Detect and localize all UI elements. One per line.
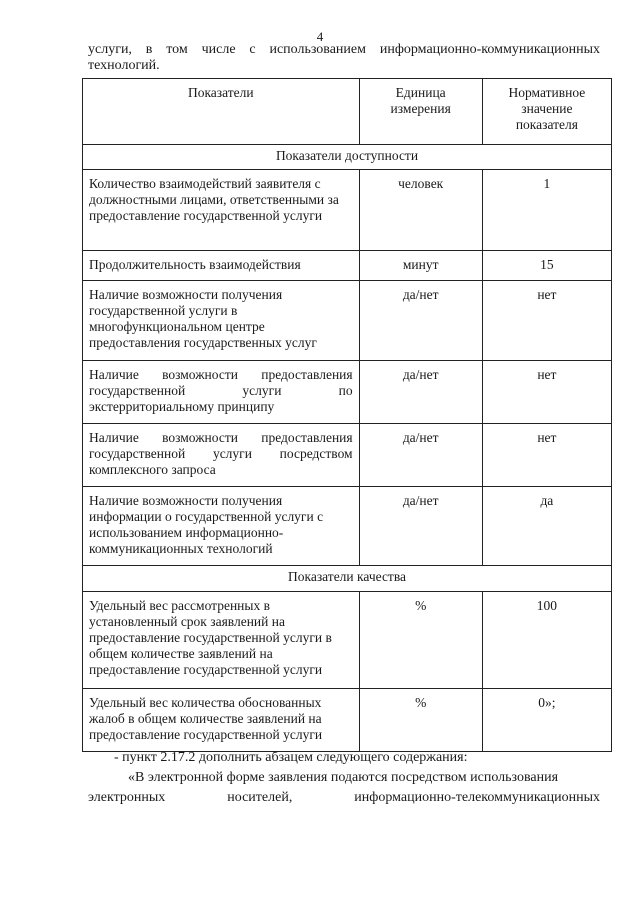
section-title-quality: Показатели качества xyxy=(83,566,612,592)
indicator-name: Наличие возможности предоставления государственной услуги посредством комплексного запроса xyxy=(83,424,360,487)
section-title-availability: Показатели доступности xyxy=(83,145,612,170)
indicator-value: да xyxy=(482,487,611,566)
quote-line: «В электронной форме заявления подаются посредством использования xyxy=(128,770,559,785)
table-row xyxy=(83,170,612,251)
indicator-unit: да/нет xyxy=(359,281,482,361)
table-header-row xyxy=(83,79,612,145)
indicator-unit: да/нет xyxy=(359,361,482,424)
indicator-unit: человек xyxy=(359,170,482,251)
indicator-value: 1 xyxy=(482,170,611,251)
table-row xyxy=(83,689,612,752)
indicator-name: Наличие возможности получения информации о государственной услуги с использованием информационно-коммуникационных технологий xyxy=(83,487,360,566)
table-row xyxy=(83,424,612,487)
indicator-value: нет xyxy=(482,424,611,487)
quote-continuation-line: электронных носителей, информационно-телекоммуникационных xyxy=(88,790,600,805)
amendment-line: - пункт 2.17.2 дополнить абзацем следующего содержания: xyxy=(114,750,468,765)
indicator-name: Наличие возможности предоставления государственной услуги по экстерриториальному принципу xyxy=(83,361,360,424)
table-row xyxy=(83,487,612,566)
header-indicators: Показатели xyxy=(83,79,360,145)
indicator-value: нет xyxy=(482,361,611,424)
indicator-name: Количество взаимодействий заявителя с должностными лицами, ответственными за предоставление государственной услуги xyxy=(83,170,360,251)
indicator-value: 0»; xyxy=(482,689,611,752)
indicator-value: 15 xyxy=(482,251,611,281)
indicator-value: 100 xyxy=(482,592,611,689)
indicators-table xyxy=(82,78,612,752)
table-row xyxy=(83,251,612,281)
section-row xyxy=(83,145,612,170)
table-row xyxy=(83,281,612,361)
indicator-value: нет xyxy=(482,281,611,361)
indicator-unit: минут xyxy=(359,251,482,281)
indicator-name: Продолжительность взаимодействия xyxy=(83,251,360,281)
indicator-name: Удельный вес рассмотренных в установленный срок заявлений на предоставление государственной услуги в общем количестве заявлений на предоставление государственной услуги xyxy=(83,592,360,689)
indicator-unit: да/нет xyxy=(359,424,482,487)
indicator-name: Наличие возможности получения государственной услуги в многофункциональном центре предоставления государственных услуг xyxy=(83,281,360,361)
indicator-unit: % xyxy=(359,592,482,689)
section-row xyxy=(83,566,612,592)
indicator-unit: да/нет xyxy=(359,487,482,566)
table-row xyxy=(83,361,612,424)
indicator-unit: % xyxy=(359,689,482,752)
header-unit: Единица измерения xyxy=(359,79,482,145)
intro-paragraph: услуги, в том числе с использованием информационно-коммуникационных технологий. xyxy=(88,42,600,73)
indicator-name: Удельный вес количества обоснованных жалоб в общем количестве заявлений на предоставление государственной услуги xyxy=(83,689,360,752)
page-number: 4 xyxy=(316,29,324,44)
header-norm-value: Нормативное значение показателя xyxy=(482,79,611,145)
table-row xyxy=(83,592,612,689)
